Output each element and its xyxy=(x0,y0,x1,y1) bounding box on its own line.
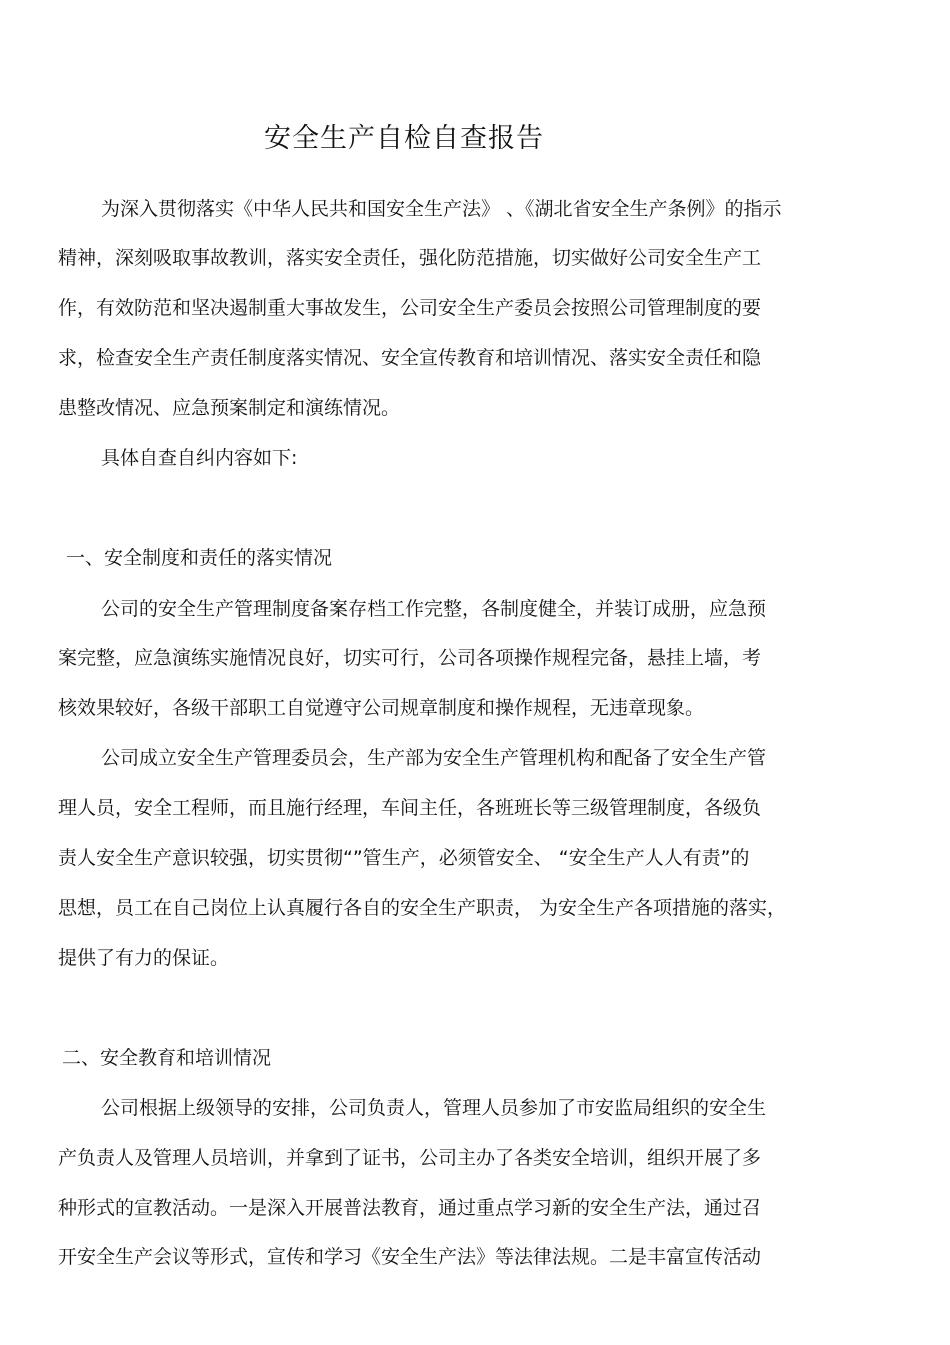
intro-followup: 具体自查自纠内容如下: xyxy=(101,447,298,469)
section-1-para-1-line-3: 核效果较好，各级干部职工自觉遵守公司规章制度和操作规程，无违章现象。 xyxy=(58,697,705,719)
section-2-para-1-line-2: 产负责人及管理人员培训，并拿到了证书，公司主办了各类安全培训，组织开展了多 xyxy=(58,1147,762,1169)
section-1-para-2-line-3: 责人安全生产意识较强，切实贯彻“”管生产，必须管安全、 “安全生产人人有责”的 xyxy=(58,847,750,869)
page-title: 安全生产自检自查报告 xyxy=(264,123,544,154)
section-1-para-2-line-5: 提供了有力的保证。 xyxy=(58,947,230,969)
intro-line-2: 精神，深刻吸取事故教训，落实安全责任，强化防范措施，切实做好公司安全生产工 xyxy=(58,247,762,269)
section-1-para-2-line-1: 公司成立安全生产管理委员会，生产部为安全生产管理机构和配备了安全生产管 xyxy=(101,747,767,769)
section-1-para-2-line-2: 理人员，安全工程师，而且施行经理，车间主任，各班班长等三级管理制度，各级负 xyxy=(58,797,762,819)
section-2-heading: 二、安全教育和培训情况 xyxy=(62,1047,272,1069)
intro-line-5: 患整改情况、应急预案制定和演练情况。 xyxy=(58,397,401,419)
section-1-para-1-line-2: 案完整，应急演练实施情况良好，切实可行，公司各项操作规程完备，悬挂上墙，考 xyxy=(58,647,762,669)
section-1-para-2-line-4: 思想，员工在自己岗位上认真履行各自的安全生产职责， 为安全生产各项措施的落实， xyxy=(58,897,787,919)
section-1-para-1-line-1: 公司的安全生产管理制度备案存档工作完整，各制度健全，并装订成册，应急预 xyxy=(101,598,767,620)
section-2-para-1-line-1: 公司根据上级领导的安排，公司负责人，管理人员参加了市安监局组织的安全生 xyxy=(101,1097,767,1119)
intro-line-3: 作，有效防范和坚决遏制重大事故发生，公司安全生产委员会按照公司管理制度的要 xyxy=(58,297,762,319)
intro-line-1: 为深入贯彻落实《中华人民共和国安全生产法》 、《湖北省安全生产条例》的指示 xyxy=(101,198,782,220)
section-2-para-1-line-4: 开安全生产会议等形式，宣传和学习《安全生产法》等法律法规。二是丰富宣传活动 xyxy=(58,1246,762,1268)
section-1-heading: 一、安全制度和责任的落实情况 xyxy=(66,547,333,569)
section-2-para-1-line-3: 种形式的宣教活动。一是深入开展普法教育，通过重点学习新的安全生产法，通过召 xyxy=(58,1197,762,1219)
intro-line-4: 求，检查安全生产责任制度落实情况、安全宣传教育和培训情况、落实安全责任和隐 xyxy=(58,347,762,369)
